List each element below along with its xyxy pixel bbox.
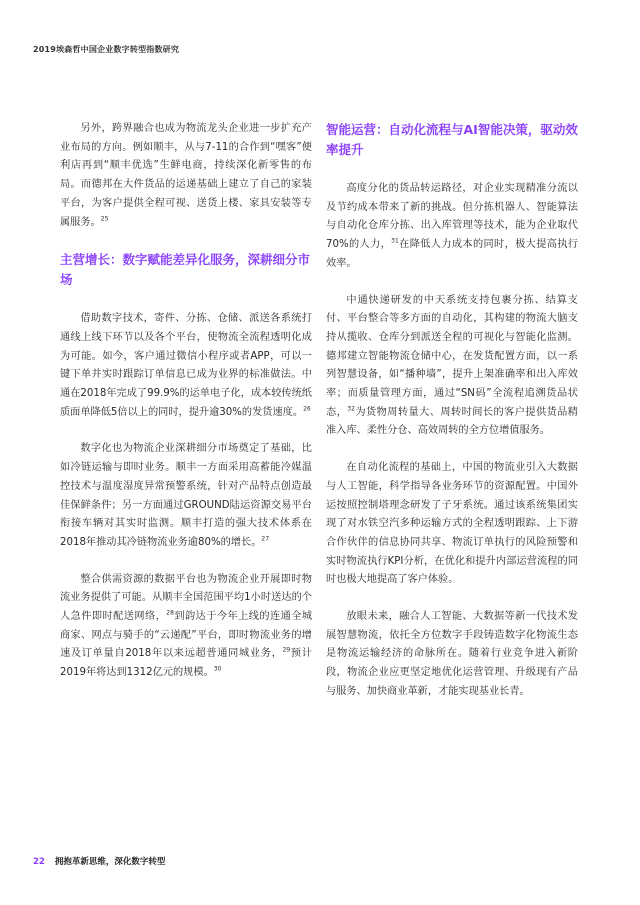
left-column (60, 120, 312, 701)
footnote-ref[interactable]: 26 (303, 405, 311, 413)
paragraph: 中通快递研发的中天系统支持包裹分拣、结算支付、平台整合等多方面的自动化，其构建的物流大脑支持从揽收、仓库分到派送全程的可视化与智能化监测。德邦建立智能物流仓储中心，在发货配置方面，以一系列智慧设备，如“播种墙”，提升上架准确率和出入库效率；而质量管理方面，通过“SN码”全流程追溯货品状态，$^{32}$为货物周转量大、周转时间长的客户提供货品精准入库、柔性分仓、高效周转的全方位增值服务。 (326, 294, 578, 437)
footnote-ref[interactable]: 32 (347, 405, 355, 413)
paragraph: 数字化也为物流企业深耕细分市场奠定了基础，比如冷链运输与即时业务。顺丰一方面采用高蓄能冷媒温控技术与温度湿度异常预警系统，针对产品特点创造最佳保鲜条件；另一方面通过GROUND陆运资源交易平台衔接车辆对其实时监测。顺丰打造的强大技术体系在2018年推动其冷链物流业务逾80%的增长。$^{27}$ (60, 443, 312, 548)
paragraph: 另外，跨界融合也成为物流龙头企业进一步扩充产业布局的方向。例如顺丰，从与7-11的合作到“嘿客”便利店再到“顺丰优选”生鲜电商，持续深化新零售的布局。而德邦在大件货品的运递基础上建立了自己的家装平台，为客户提供全程可视、送货上楼、家具安装等专属服务。$^{25}$ (60, 123, 312, 228)
footnote-ref[interactable]: 30 (213, 665, 222, 673)
right-column (326, 120, 578, 720)
paragraph: 放眼未来，融合人工智能、大数据等新一代技术发展智慧物流，依托全方位数字手段铸造数字化物流生态是物流运输经济的命脉所在。随着行业竞争进入新阶段，物流企业应更坚定地优化运营管理、升级现有产品与服务、加快商业革新，才能实现基业长青。 (326, 611, 578, 697)
paragraph: 借助数字技术，寄件、分拣、仓储、派送各系统打通线上线下环节以及各个平台，使物流全流程透明化成为可能。如今，客户通过微信小程序或者APP，可以一键下单并实时跟踪订单信息已成为业界的标准做法。中通在2018年完成了99.9%的运单电子化，成本较传统纸质面单降低5倍以上的同时，提升逾30%的发货速度。$^{26}$ (60, 313, 312, 418)
footnote-ref[interactable]: 31 (391, 237, 399, 245)
footnote-ref[interactable]: 28 (166, 609, 174, 617)
footer-section-title: 拥抱革新思维，深化数字转型 (54, 857, 166, 867)
running-header: 2019埃森哲中国企业数字转型指数研究 (33, 45, 180, 54)
footnote-ref[interactable]: 27 (261, 535, 270, 543)
footnote-ref[interactable]: 29 (282, 647, 291, 655)
section-heading: 主营增长：数字赋能差异化服务，深耕细分市场 (60, 252, 311, 288)
section-heading: 智能运营：自动化流程与AI智能决策，驱动效率提升 (326, 122, 578, 157)
paragraph: 高度分化的货品转运路径，对企业实现精准分流以及节约成本带来了新的挑战。但分拣机器人、智能算法与自动化仓库分拣、出入库管理等技术，能为企业取代70%的人力，$^{31}$在降低人力成本的同时，极大提高执行效率。 (326, 183, 578, 269)
paragraph: 整合供需资源的数据平台也为物流企业开展即时物流业务提供了可能。从顺丰全国范围平均1小时送达的个人急件即时配送网络，$^{28}$到韵达于今年上线的连通全城商家、网点与骑手的“云递配”平台，即时物流业务的增速及订单量自2018年以来远超普通同城业务，$^{29}$预计2019年将达到1312亿元的规模。$^{30}$ (60, 573, 313, 679)
page-footer (33, 855, 165, 867)
page-number: 22 (33, 857, 45, 867)
footnote-ref[interactable]: 25 (100, 215, 109, 223)
paragraph: 在自动化流程的基础上，中国的物流业引入大数据与人工智能，科学指导各业务环节的资源配置。中国外运按照控制塔理念研发了子牙系统。通过该系统集团实现了对水铁空汽多种运输方式的全程透明跟踪、上下游合作伙伴的信息协同共享、物流订单执行的风险预警和实时物流执行KPI分析，在优化和提升内部运营流程的同时也极大地提高了客户体验。 (326, 462, 578, 586)
